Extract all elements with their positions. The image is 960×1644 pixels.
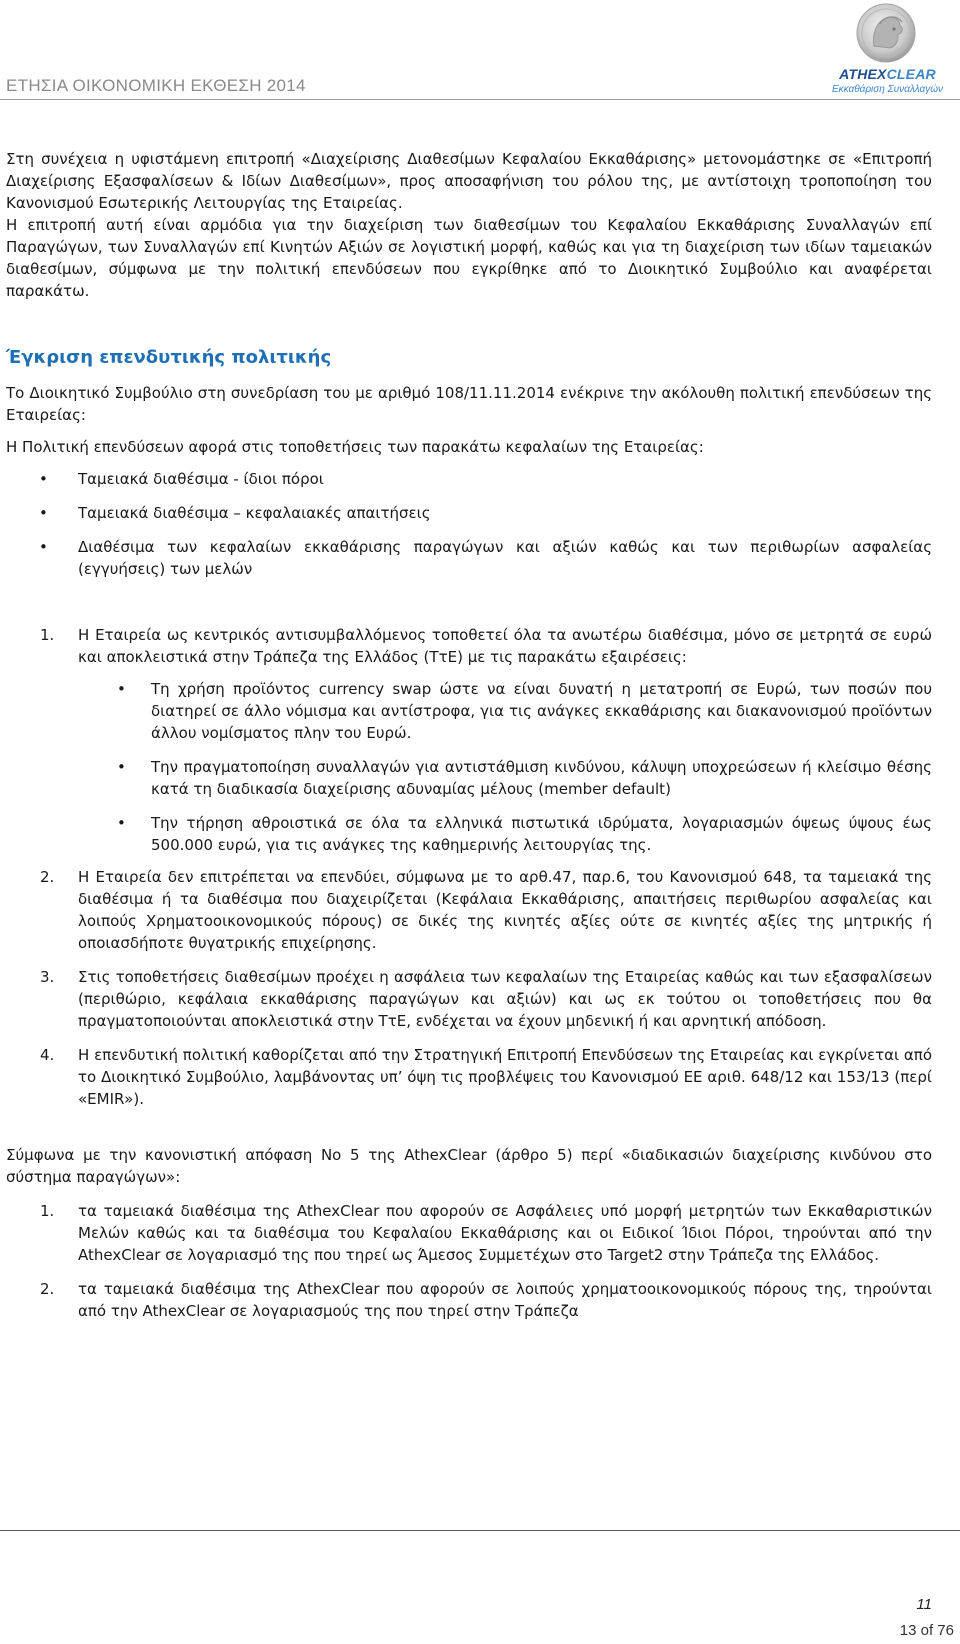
list-item: 2. τα ταμειακά διαθέσιμα της AthexClear που αφορούν σε λοιπούς χρηματοοικονομικούς πόρους της, τηρούνται από την AthexClear σε λογαριασμούς της που τηρεί στην Τράπεζα (40, 1280, 932, 1320)
paragraph-policy-scope: Η Πολιτική επενδύσεων αφορά στις τοποθετήσεις των παρακάτω κεφαλαίων της Εταιρείας: (6, 438, 704, 456)
list-item: • Διαθέσιμα των κεφαλαίων εκκαθάρισης παραγώγων και αξιών καθώς και των περιθωρίων ασφαλείας (εγγυήσεις) των μελών (39, 538, 932, 578)
page-header (0, 0, 960, 100)
paragraph-committee-rename: Στη συνέχεια η υφιστάμενη επιτροπή «Διαχείρισης Διαθεσίμων Κεφαλαίου Εκκαθάρισης» μετονομάστηκε σε «Επιτροπή Διαχείρισης Εξασφαλίσεων & Ιδίων Διαθεσίμων», προς αποσαφήνιση του ρόλου της, με αντίστοιχη τροποποίηση του Κανονισμού Εσωτερικής Λειτουργίας της Εταιρείας. (6, 150, 932, 212)
list-item: 1. τα ταμειακά διαθέσιμα της AthexClear που αφορούν σε Ασφάλειες υπό μορφή μετρητών των Εκκαθαριστικών Μελών καθώς και τα διαθέσιμα του Κεφαλαίου Εκκαθάρισης και οι Ειδικοί Ίδιοι Πόροι, τηρούνται από την AthexClear σε λογαριασμό της που τηρεί ως Άμεσος Συμμετέχων στο Target2 στην Τράπεζα της Ελλάδος. (40, 1202, 932, 1264)
section-heading: Έγκριση επενδυτικής πολιτικής (6, 347, 332, 368)
athexclear-logo (820, 2, 955, 98)
document-body (6, 148, 932, 1322)
logo-wordmark: ATHEXCLEAR (839, 66, 936, 82)
list-item: 4. Η επενδυτική πολιτική καθορίζεται από την Στρατηγική Επιτροπή Επενδύσεων της Εταιρείας και εγκρίνεται από το Διοικητικό Συμβούλιο, λαμβάνοντας υπ’ όψη τις προβλέψεις του Κανονισμού ΕΕ αριθ. 648/12 και 153/13 (περί «EMIR»). (40, 1046, 932, 1108)
list-item: 2. Η Εταιρεία δεν επιτρέπεται να επενδύει, σύμφωνα με το αρθ.47, παρ.6, του Κανονισμού 648, τα ταμειακά της διαθέσιμα ή τα διαθέσιμα που διαχειρίζεται (Κεφάλαια Εκκαθάρισης, απαιτήσεις περιθωρίου ασφαλείας και λοιπούς Χρηματοοικονομικούς πόρους) σε δικές της κινητές αξίες ούτε σε κινητές αξίες της μητρικής ή οποιασδήποτε θυγατρικής επιχείρησης. (40, 868, 932, 952)
list-item: 3. Στις τοποθετήσεις διαθεσίμων προέχει η ασφάλεια των κεφαλαίων της Εταιρείας καθώς και των εξασφαλίσεων (περιθώριο, κεφάλαια εκκαθάρισης παραγώγων και αξιών) και ως εκ τούτου οι τοποθετήσεις που θα πραγματοποιούνται αποκλειστικά στην ΤτΕ, ενδέχεται να έχουν μηδενική ή και αρνητική απόδοση. (40, 968, 932, 1030)
exceptions-list (6, 678, 932, 856)
page-number: 11 (916, 1596, 932, 1613)
paragraph-committee-role: Η επιτροπή αυτή είναι αρμόδια για την διαχείριση των διαθεσίμων του Κεφαλαίου Εκκαθάρισης Συναλλαγών επί Παραγώγων, των Συναλλαγών επί Κινητών Αξιών σε λογιστική μορφή, καθώς και για τη διαχείριση των ιδίων ταμειακών διαθεσίμων, σύμφωνα με την πολιτική επενδύσεων που εγκρίθηκε από το Διοικητικό Συμβούλιο και αναφέρεται παρακάτω. (6, 216, 932, 300)
list-item: • Την τήρηση αθροιστικά σε όλα τα ελληνικά πιστωτικά ιδρύματα, λογαριασμών όψεως ύψους έως 500.000 ευρώ, για τις ανάγκες της καθημερινής λειτουργίας της. (117, 814, 932, 854)
athena-coin-icon (850, 2, 922, 66)
logo-subtitle: Εκκαθάριση Συναλλαγών (831, 84, 944, 95)
funds-list (6, 468, 932, 580)
header-divider (0, 99, 960, 100)
list-item: • Την πραγματοποίηση συναλλαγών για αντιστάθμιση κινδύνου, κάλυψη υποχρεώσεων ή κλείσιμο θέσης κατά τη διαδικασία διαχείρισης αδυναμίας μέλους (member default) (117, 758, 932, 798)
report-title: ΕΤΗΣΙΑ ΟΙΚΟΝΟΜΙΚΗ ΕΚΘΕΣΗ 2014 (6, 76, 306, 95)
cash-holdings-list (6, 1200, 932, 1322)
list-item: • Ταμειακά διαθέσιμα – κεφαλαιακές απαιτήσεις (39, 504, 431, 522)
policy-rules-list (6, 624, 932, 668)
paragraph-board-approval: Το Διοικητικό Συμβούλιο στη συνεδρίαση του με αριθμό 108/11.11.2014 ενέκρινε την ακόλουθη πολιτική επενδύσεων της Εταιρείας: (6, 384, 932, 424)
page-counter: 13 of 76 (899, 1622, 954, 1639)
list-item: • Ταμειακά διαθέσιμα - ίδιοι πόροι (39, 470, 324, 488)
list-item: 1. Η Εταιρεία ως κεντρικός αντισυμβαλλόμενος τοποθετεί όλα τα ανωτέρω διαθέσιμα, μόνο σε μετρητά σε ευρώ και αποκλειστικά στην Τράπεζα της Ελλάδος (ΤτΕ) με τις παρακάτω εξαιρέσεις: (40, 626, 932, 666)
footer-divider (0, 1530, 960, 1531)
paragraph-regulatory-decision: Σύμφωνα με την κανονιστική απόφαση Νο 5 της AthexClear (άρθρο 5) περί «διαδικασιών διαχείρισης κινδύνου στο σύστημα παραγώγων»: (6, 1146, 932, 1186)
list-item: • Τη χρήση προϊόντος currency swap ώστε να είναι δυνατή η μετατροπή σε Ευρώ, των ποσών που διατηρεί σε άλλο νόμισμα και αντίστροφα, για τις ανάγκες εκκαθάρισης και διακανονισμού προϊόντων άλλου νομίσματος πλην του Ευρώ. (117, 680, 932, 742)
